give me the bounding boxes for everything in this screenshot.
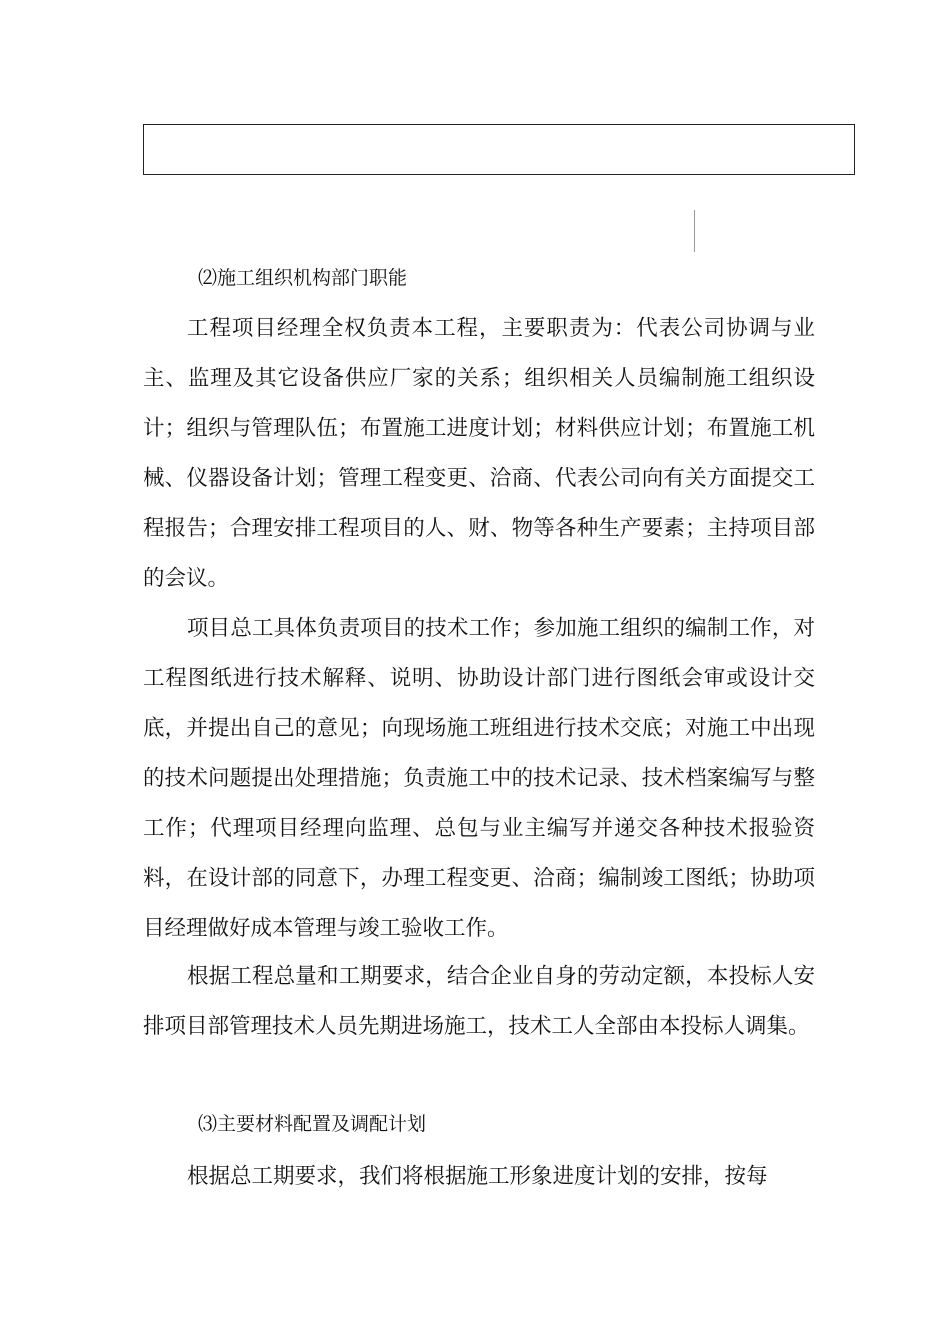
section-3-heading: ⑶主要材料配置及调配计划	[198, 1113, 427, 1135]
paragraph-chief-engineer: 项目总工具体负责项目的技术工作；参加施工组织的编制工作，对工程图纸进行技术解释、说明、协助设计部门进行图纸会审或设计交底，并提出自己的意见；向现场施工班组进行技术交底；对施工中出现的技术问题提出处理措施；负责施工中的技术记录、技术档案编写与整工作；代理项目经理向监理、总包与业主编写并递交各种技术报验资料，在设计部的同意下，办理工程变更、洽商；编制竣工图纸；协助项目经理做好成本管理与竣工验收工作。	[143, 616, 815, 941]
vertical-rule	[694, 210, 695, 252]
paragraph-project-manager: 工程项目经理全权负责本工程，主要职责为：代表公司协调与业主、监理及其它设备供应厂家的关系；组织相关人员编制施工组织设计；组织与管理队伍；布置施工进度计划；材料供应计划；布置施工机械、仪器设备计划；管理工程变更、洽商、代表公司向有关方面提交工程报告；合理安排工程项目的人、财、物等各种生产要素；主持项目部的会议。	[143, 316, 815, 591]
section-2-heading: ⑵施工组织机构部门职能	[198, 267, 408, 289]
empty-bordered-box	[143, 124, 855, 175]
paragraph-staffing: 根据工程总量和工期要求，结合企业自身的劳动定额，本投标人安排项目部管理技术人员先期进场施工，技术工人全部由本投标人调集。	[143, 964, 815, 1039]
paragraph-materials: 根据总工期要求，我们将根据施工形象进度计划的安排，按每	[187, 1164, 768, 1189]
